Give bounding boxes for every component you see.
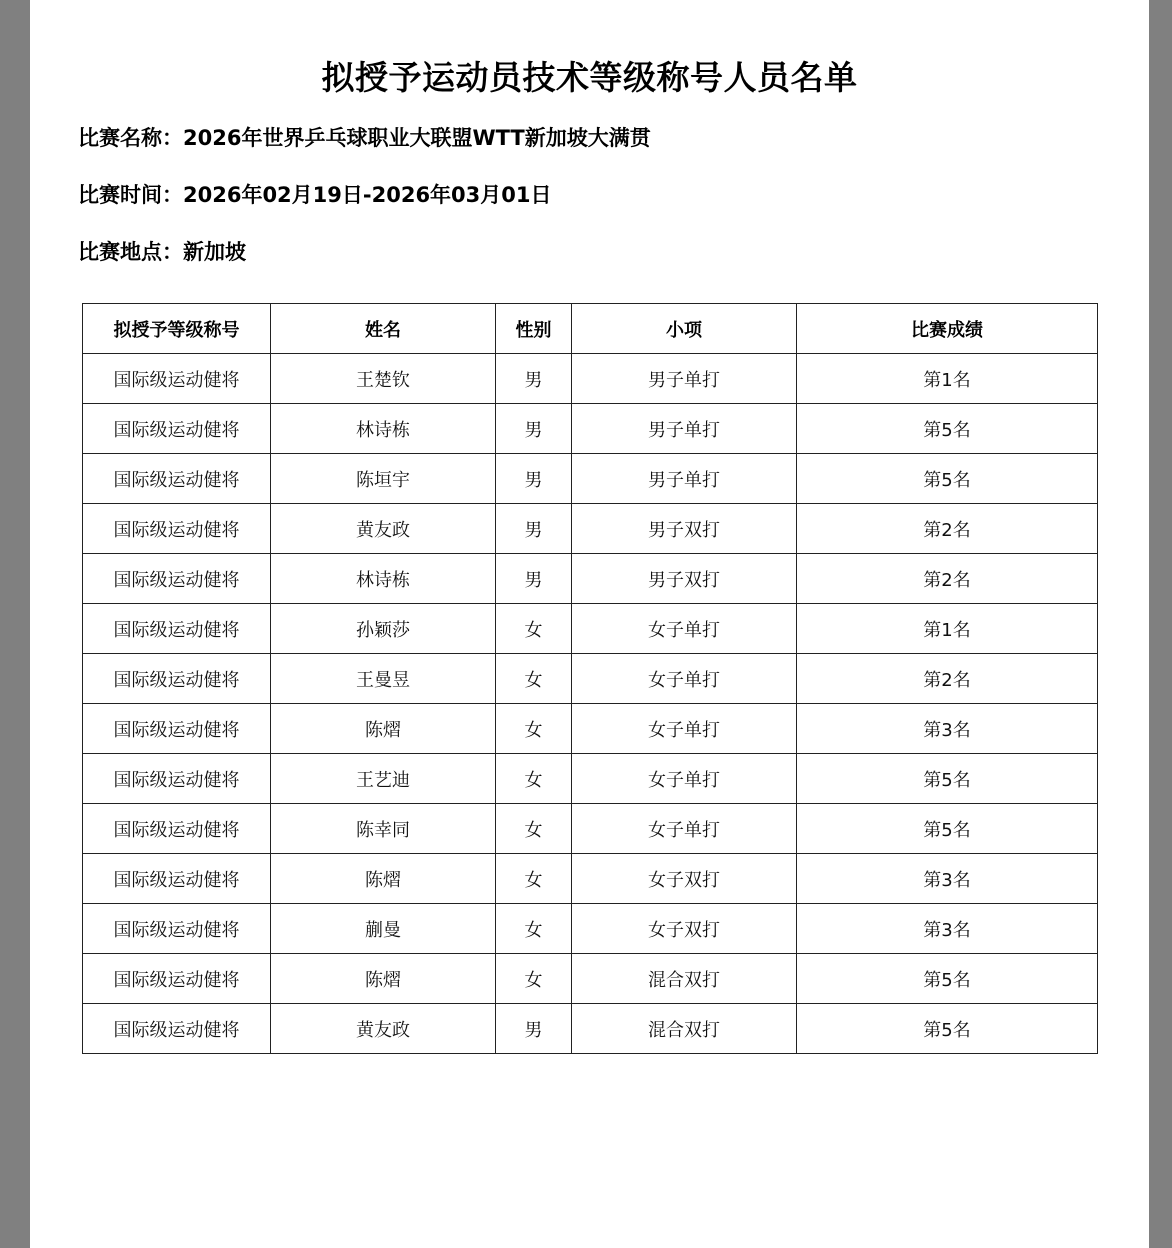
cell-name: 陈熠 (271, 954, 496, 1004)
cell-grade-title: 国际级运动健将 (83, 854, 271, 904)
cell-grade-title: 国际级运动健将 (83, 1004, 271, 1054)
document-title: 拟授予运动员技术等级称号人员名单 (321, 58, 858, 97)
cell-gender: 男 (496, 504, 572, 554)
cell-gender: 女 (496, 904, 572, 954)
cell-gender: 女 (496, 954, 572, 1004)
cell-event: 女子单打 (572, 754, 797, 804)
cell-event: 混合双打 (572, 1004, 797, 1054)
table-row (83, 704, 1098, 754)
competition-venue-line (78, 236, 246, 266)
cell-grade-title: 国际级运动健将 (83, 954, 271, 1004)
cell-gender: 女 (496, 854, 572, 904)
table-row (83, 504, 1098, 554)
cell-grade-title: 国际级运动健将 (83, 554, 271, 604)
cell-result: 第2名 (797, 654, 1098, 704)
cell-grade-title: 国际级运动健将 (83, 454, 271, 504)
table-row (83, 604, 1098, 654)
cell-result: 第5名 (797, 954, 1098, 1004)
cell-gender: 女 (496, 604, 572, 654)
cell-name: 王曼昱 (271, 654, 496, 704)
competition-name-label: 比赛名称： (78, 126, 183, 150)
competition-time-label: 比赛时间： (78, 183, 183, 207)
table-row (83, 954, 1098, 1004)
cell-grade-title: 国际级运动健将 (83, 754, 271, 804)
cell-event: 女子双打 (572, 904, 797, 954)
table-row (83, 754, 1098, 804)
cell-result: 第3名 (797, 854, 1098, 904)
table-row (83, 454, 1098, 504)
cell-event: 女子单打 (572, 654, 797, 704)
table-header-row (83, 304, 1098, 354)
cell-grade-title: 国际级运动健将 (83, 354, 271, 404)
cell-result: 第5名 (797, 1004, 1098, 1054)
cell-event: 女子单打 (572, 704, 797, 754)
table-row (83, 554, 1098, 604)
table-row (83, 404, 1098, 454)
cell-event: 女子双打 (572, 854, 797, 904)
cell-event: 男子双打 (572, 504, 797, 554)
cell-gender: 女 (496, 654, 572, 704)
competition-name-value: 2026年世界乒乓球职业大联盟WTT新加坡大满贯 (183, 126, 651, 150)
cell-gender: 男 (496, 404, 572, 454)
cell-grade-title: 国际级运动健将 (83, 604, 271, 654)
cell-grade-title: 国际级运动健将 (83, 504, 271, 554)
cell-event: 混合双打 (572, 954, 797, 1004)
cell-name: 蒯曼 (271, 904, 496, 954)
cell-name: 陈垣宇 (271, 454, 496, 504)
cell-result: 第1名 (797, 604, 1098, 654)
cell-result: 第2名 (797, 554, 1098, 604)
cell-grade-title: 国际级运动健将 (83, 704, 271, 754)
cell-gender: 女 (496, 754, 572, 804)
cell-event: 女子单打 (572, 804, 797, 854)
cell-gender: 男 (496, 454, 572, 504)
competition-venue-value: 新加坡 (183, 240, 246, 264)
cell-event: 男子单打 (572, 454, 797, 504)
header-gender: 性别 (496, 304, 572, 354)
cell-grade-title: 国际级运动健将 (83, 904, 271, 954)
header-name: 姓名 (271, 304, 496, 354)
table-row (83, 1004, 1098, 1054)
header-event: 小项 (572, 304, 797, 354)
cell-result: 第3名 (797, 904, 1098, 954)
table-row (83, 854, 1098, 904)
cell-name: 林诗栋 (271, 554, 496, 604)
cell-gender: 女 (496, 704, 572, 754)
cell-result: 第5名 (797, 404, 1098, 454)
cell-name: 黄友政 (271, 504, 496, 554)
cell-result: 第5名 (797, 754, 1098, 804)
cell-gender: 男 (496, 554, 572, 604)
cell-event: 女子单打 (572, 604, 797, 654)
cell-event: 男子双打 (572, 554, 797, 604)
competition-time-line (78, 179, 552, 209)
cell-grade-title: 国际级运动健将 (83, 654, 271, 704)
cell-name: 王楚钦 (271, 354, 496, 404)
cell-result: 第1名 (797, 354, 1098, 404)
table-row (83, 904, 1098, 954)
cell-result: 第2名 (797, 504, 1098, 554)
cell-event: 男子单打 (572, 404, 797, 454)
cell-name: 孙颖莎 (271, 604, 496, 654)
cell-event: 男子单打 (572, 354, 797, 404)
cell-grade-title: 国际级运动健将 (83, 804, 271, 854)
competition-venue-label: 比赛地点： (78, 240, 183, 264)
table-row (83, 804, 1098, 854)
cell-name: 林诗栋 (271, 404, 496, 454)
cell-name: 王艺迪 (271, 754, 496, 804)
cell-name: 陈幸同 (271, 804, 496, 854)
table-row (83, 654, 1098, 704)
cell-result: 第5名 (797, 454, 1098, 504)
cell-result: 第3名 (797, 704, 1098, 754)
table-row (83, 354, 1098, 404)
cell-result: 第5名 (797, 804, 1098, 854)
athlete-roster-table (82, 303, 1098, 1054)
cell-gender: 女 (496, 804, 572, 854)
document-page (30, 0, 1149, 1248)
cell-grade-title: 国际级运动健将 (83, 404, 271, 454)
cell-gender: 男 (496, 1004, 572, 1054)
cell-name: 陈熠 (271, 704, 496, 754)
cell-name: 陈熠 (271, 854, 496, 904)
competition-name-line (78, 122, 651, 152)
header-result: 比赛成绩 (797, 304, 1098, 354)
header-grade-title: 拟授予等级称号 (83, 304, 271, 354)
cell-name: 黄友政 (271, 1004, 496, 1054)
cell-gender: 男 (496, 354, 572, 404)
competition-time-value: 2026年02月19日-2026年03月01日 (183, 183, 552, 207)
